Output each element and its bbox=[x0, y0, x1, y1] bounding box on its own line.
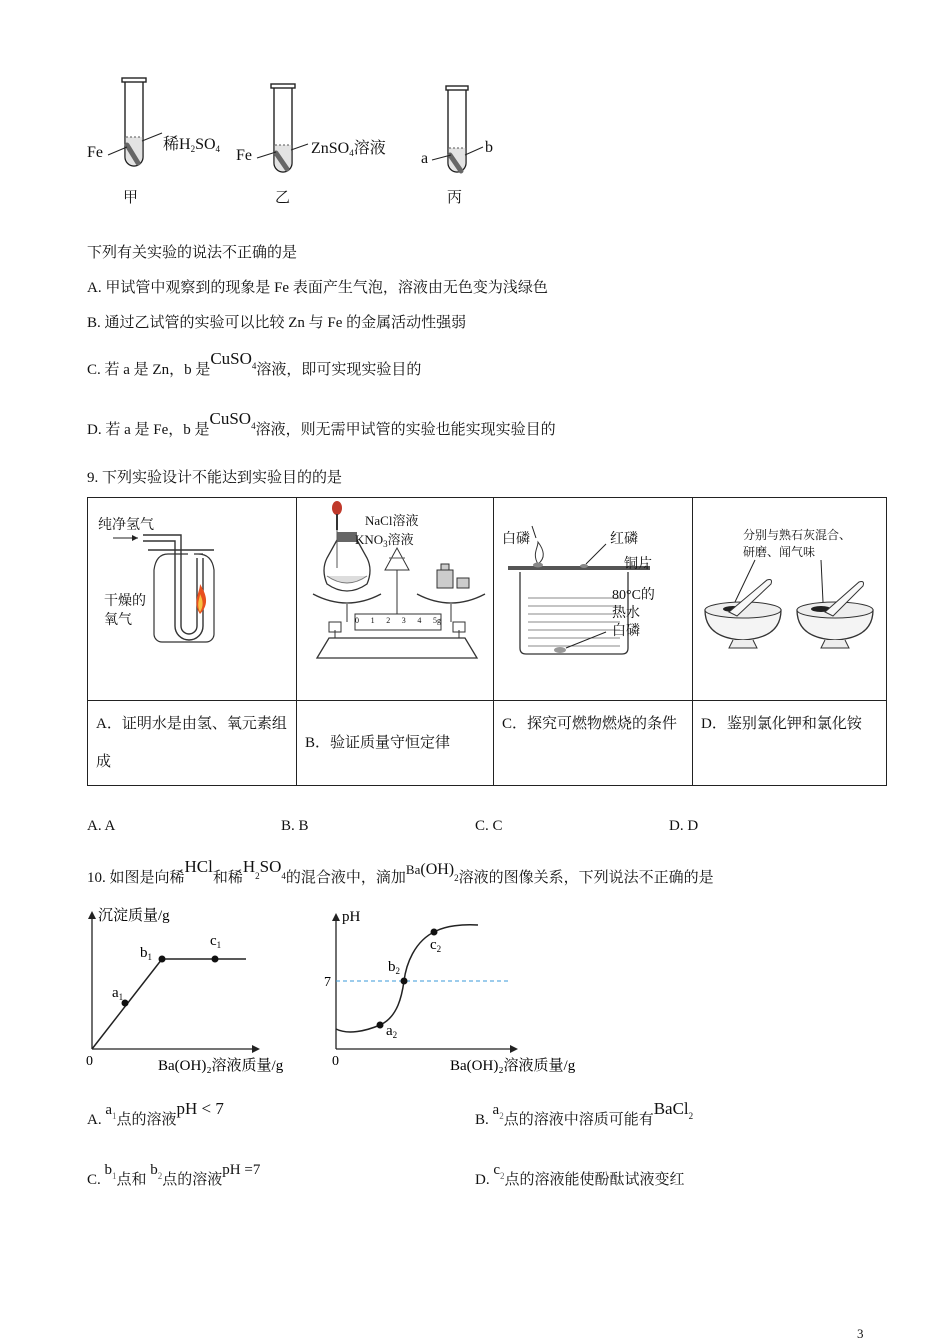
q10-option-d: D. $c^2$点的溶液能使酚酞试液变红 bbox=[475, 1162, 685, 1188]
figure-cell-b bbox=[297, 498, 494, 701]
tube-yi bbox=[257, 84, 308, 172]
white-phosphorus-top-label: 白磷 bbox=[502, 532, 530, 547]
q9-choice-b: B. B bbox=[281, 818, 309, 834]
q10-option-b: B. $a^2$点的溶液中溶质可能有BaCl$^2$ bbox=[475, 1099, 694, 1128]
hot-water-label: 热水 bbox=[612, 606, 640, 621]
q10-stem: 10. 如图是向稀HCl和稀$H^2SO^4$的混合液中，滴加$Ba(OH)_2$溶液的图像关系，下列说法不正确的是 bbox=[87, 857, 714, 886]
precipitate-chart bbox=[80, 905, 310, 1080]
temperature-label: 80°C的 bbox=[612, 588, 655, 603]
nacl-label: NaCl溶液 bbox=[365, 513, 419, 528]
point-b2 bbox=[401, 978, 408, 985]
q8-option-b: B. 通过乙试管的实验可以比较 Zn 与 Fe 的金属活动性强弱 bbox=[87, 315, 467, 331]
chart1-ylabel: 沉淀质量/g bbox=[98, 908, 170, 924]
tube-bing bbox=[432, 86, 483, 172]
pure-hydrogen-label: 纯净氢气 bbox=[98, 518, 154, 533]
caption-jia: 甲 bbox=[123, 190, 139, 206]
mortar-note-line2: 研磨、闻气味 bbox=[743, 545, 816, 559]
jia-fe-label: Fe bbox=[87, 144, 103, 161]
q8-option-d: D. 若 a 是 Fe，b 是CuSO$^4$溶液，则无需甲试管的实验也能实现实验目的 bbox=[87, 409, 556, 438]
point-a2 bbox=[377, 1022, 384, 1029]
scale-ticks: 0 1 2 3 4 5g bbox=[355, 616, 441, 625]
label-a2: $a_2$ bbox=[386, 1023, 398, 1040]
cell-option-d: D．鉴别氯化钾和氯化铵 bbox=[693, 701, 887, 786]
label-b1: $b_1$ bbox=[140, 945, 152, 962]
q9-stem: 9. 下列实验设计不能达到实验目的的是 bbox=[87, 470, 343, 486]
label-a1: $a_1$ bbox=[112, 985, 124, 1002]
bing-b-label: b bbox=[485, 139, 493, 156]
jia-acid-label: 稀$H_2SO_4$ bbox=[163, 136, 221, 154]
kno3-label: $KNO_3$溶液 bbox=[355, 532, 414, 549]
chart2-ylabel: pH bbox=[342, 909, 361, 925]
page-number: 3 bbox=[857, 1326, 864, 1341]
q9-choice-d: D. D bbox=[669, 818, 699, 834]
label-c2: $c_2$ bbox=[430, 937, 442, 954]
chart2-origin: 0 bbox=[332, 1054, 339, 1069]
q8-stem: 下列有关实验的说法不正确的是 bbox=[87, 245, 298, 261]
q8-option-a: A. 甲试管中观察到的现象是 Fe 表面产生气泡，溶液由无色变为浅绿色 bbox=[87, 280, 548, 296]
caption-bing: 丙 bbox=[447, 190, 463, 206]
point-c2 bbox=[431, 929, 438, 936]
chart1-xlabel: Ba(OH)₂溶液质量/g bbox=[158, 1058, 284, 1074]
q8-option-c: C. 若 a 是 Zn，b 是CuSO$^4$溶液，即可实现实验目的 bbox=[87, 349, 422, 378]
copper-sheet-label: 铜片 bbox=[624, 557, 652, 572]
chart2-ph7-label: 7 bbox=[324, 975, 331, 990]
yi-fe-label: Fe bbox=[236, 147, 252, 164]
figure-cell-d bbox=[693, 498, 887, 701]
q9-options-table bbox=[87, 497, 887, 786]
ph-chart bbox=[318, 905, 598, 1080]
cell-option-c: C．探究可燃物燃烧的条件 bbox=[494, 701, 693, 786]
dry-label: 干燥的 bbox=[104, 594, 146, 609]
q9-choice-c: C. C bbox=[475, 818, 503, 834]
cell-option-b: B．验证质量守恒定律 bbox=[297, 701, 494, 786]
figure-cell-a bbox=[88, 498, 297, 701]
yi-solution-label: ZnSO$_4$溶液 bbox=[311, 140, 386, 158]
q10-option-a: A. $a^1$点的溶液pH < 7 bbox=[87, 1099, 224, 1128]
white-phosphorus-bottom-label: 白磷 bbox=[612, 624, 640, 639]
tube-jia bbox=[108, 78, 162, 166]
chart2-xlabel: Ba(OH)₂溶液质量/g bbox=[450, 1058, 576, 1074]
point-b1 bbox=[159, 956, 166, 963]
ph-curve bbox=[336, 925, 478, 1032]
mortar-note-line1: 分别与熟石灰混合、 bbox=[743, 528, 852, 542]
cell-option-a: A．证明水是由氢、氧元素组成 bbox=[88, 701, 297, 786]
label-b2: $b_2$ bbox=[388, 959, 400, 976]
caption-yi: 乙 bbox=[275, 190, 291, 206]
q9-choice-a: A. A bbox=[87, 818, 116, 834]
precipitate-curve bbox=[92, 959, 246, 1049]
point-c1 bbox=[212, 956, 219, 963]
q10-option-c: C. $b^1$点和 $b^2$点的溶液pH =7 bbox=[87, 1162, 261, 1188]
figure-cell-c bbox=[494, 498, 693, 701]
red-phosphorus-label: 红磷 bbox=[610, 532, 638, 547]
oxygen-label: 氧气 bbox=[104, 613, 132, 628]
label-c1: $c_1$ bbox=[210, 933, 222, 950]
chart1-origin: 0 bbox=[86, 1054, 93, 1069]
bing-a-label: a bbox=[421, 150, 429, 167]
